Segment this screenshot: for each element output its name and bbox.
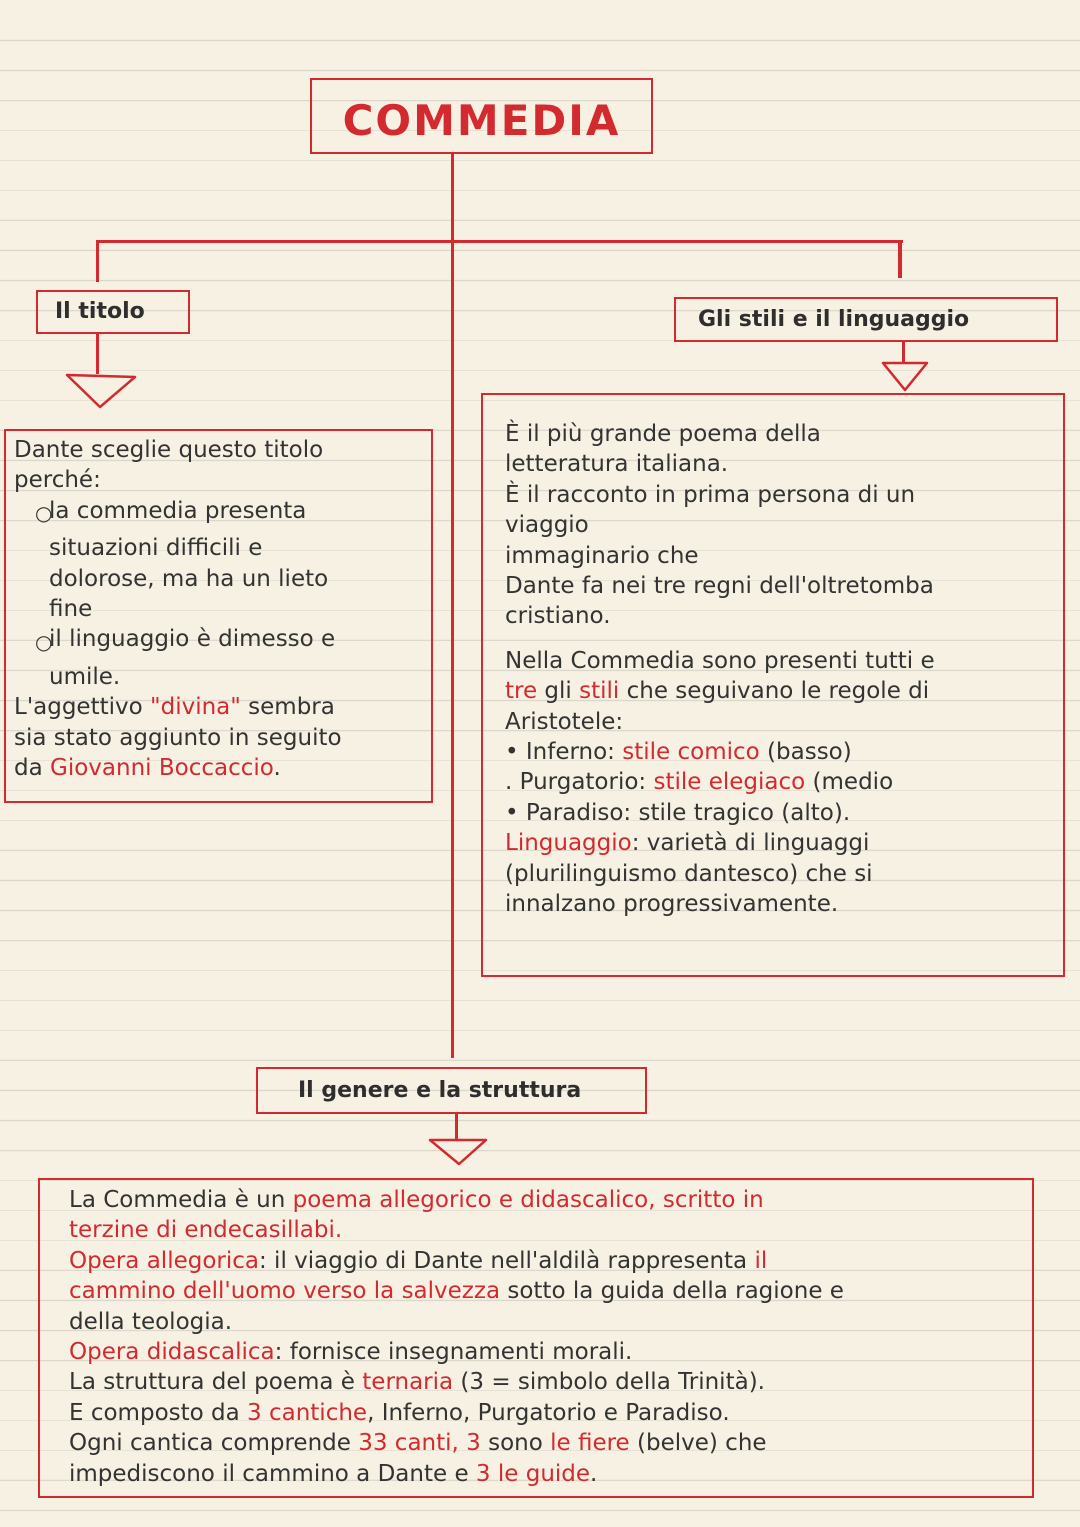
titolo-content-box <box>4 429 433 803</box>
stili-heading-box <box>674 297 1058 342</box>
text-line: umile. <box>49 663 121 690</box>
titolo-text <box>14 435 342 783</box>
text-line: terzine di endecasillabi. <box>69 1217 343 1244</box>
arrow-down-icon <box>880 360 930 394</box>
stili-heading: Gli stili e il linguaggio <box>698 307 970 332</box>
text-line: immaginario che <box>505 542 699 569</box>
text-line: . Purgatorio: stile elegiaco (medio <box>505 769 894 796</box>
bullet-icon: ○ <box>35 630 53 654</box>
text-line: Opera allegorica: il viaggio di Dante nell'aldilà rappresenta il <box>69 1247 768 1274</box>
text-line: Linguaggio: varietà di linguaggi <box>505 830 870 857</box>
text-line: • Inferno: stile comico (basso) <box>505 739 852 766</box>
arrow-down-icon <box>64 372 138 410</box>
text-line: • Paradiso: stile tragico (alto). <box>505 799 851 826</box>
text-line: È il più grande poema della <box>505 421 821 447</box>
genere-text <box>69 1185 844 1489</box>
text-line: L'aggettivo "divina" sembra <box>14 694 335 721</box>
text-line: (plurilinguismo dantesco) che si <box>505 860 873 887</box>
stili-text <box>505 419 935 920</box>
text-line: situazioni difficili e <box>49 535 263 562</box>
text-line: perché: <box>14 467 101 494</box>
text-line: letteratura italiana. <box>505 451 729 478</box>
text-line: Aristotele: <box>505 708 624 735</box>
text-line: viaggio <box>505 512 589 539</box>
text-line: Dante fa nei tre regni dell'oltretomba <box>505 573 934 600</box>
text-line: impediscono il cammino a Dante e 3 le guide. <box>69 1460 598 1487</box>
connector-bottom-stem <box>455 1113 458 1139</box>
connector-left-stem <box>96 334 99 374</box>
text-line: La Commedia è un poema allegorico e didascalico, scritto in <box>69 1187 764 1213</box>
titolo-heading: Il titolo <box>55 299 145 324</box>
genere-content-box <box>38 1178 1034 1498</box>
text-line: fine <box>49 596 93 623</box>
titolo-heading-box <box>36 290 190 334</box>
arrow-down-icon <box>427 1137 489 1167</box>
connector-horizontal <box>96 240 903 243</box>
stili-content-box <box>481 393 1065 977</box>
text-line: Ogni cantica comprende 33 canti, 3 sono le fiere (belve) che <box>69 1430 767 1457</box>
connector-right-drop <box>898 240 902 278</box>
connector-trunk <box>451 154 454 1058</box>
text-line: Opera didascalica: fornisce insegnamenti morali. <box>69 1339 633 1366</box>
connector-left-drop <box>96 240 99 282</box>
bullet-icon: ○ <box>35 501 53 525</box>
text-line: cammino dell'uomo verso la salvezza sotto la guida della ragione e <box>69 1278 844 1305</box>
text-line: la commedia presenta <box>49 497 307 524</box>
genere-heading: Il genere e la struttura <box>298 1078 582 1103</box>
title-box <box>310 78 653 154</box>
text-line: Dante sceglie questo titolo <box>14 437 324 463</box>
text-line: E composto da 3 cantiche, Inferno, Purgatorio e Paradiso. <box>69 1399 730 1426</box>
text-line: È il racconto in prima persona di un <box>505 481 916 508</box>
page-title: COMMEDIA <box>342 96 621 145</box>
text-line: il linguaggio è dimesso e <box>49 626 336 653</box>
genere-heading-box <box>256 1067 647 1114</box>
text-line: innalzano progressivamente. <box>505 891 839 918</box>
text-line: sia stato aggiunto in seguito <box>14 724 342 751</box>
text-line: da Giovanni Boccaccio. <box>14 755 281 782</box>
text-line: Nella Commedia sono presenti tutti e <box>505 647 935 674</box>
text-line: della teologia. <box>69 1308 233 1335</box>
text-line: La struttura del poema è ternaria (3 = simbolo della Trinità). <box>69 1369 765 1396</box>
text-line: cristiano. <box>505 603 611 630</box>
text-line: dolorose, ma ha un lieto <box>49 565 329 592</box>
text-line: tre gli stili che seguivano le regole di <box>505 678 930 705</box>
